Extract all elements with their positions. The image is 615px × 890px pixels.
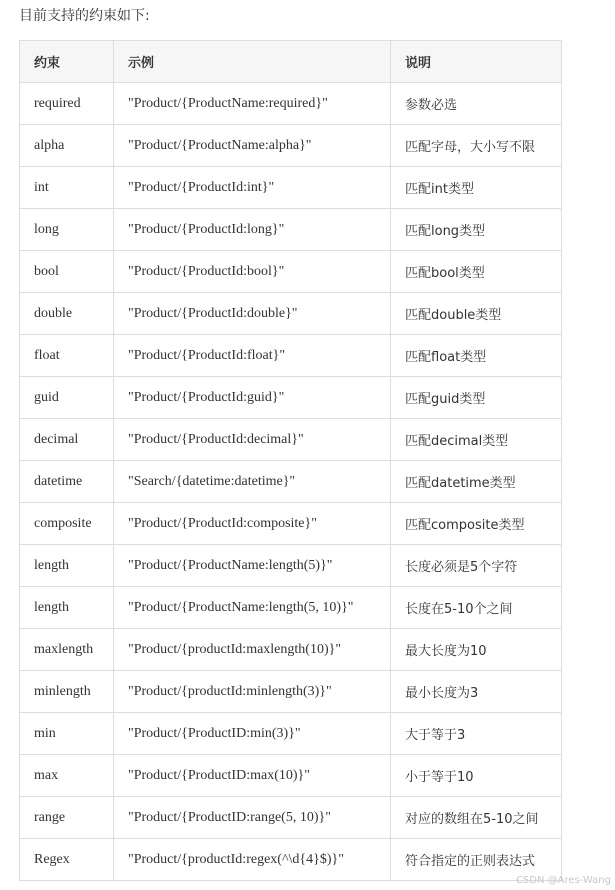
cell-example: "Product/{ProductName:alpha}": [114, 125, 391, 167]
table-row: [20, 125, 562, 167]
cell-description: 长度必须是5个字符: [391, 545, 562, 587]
cell-description: 匹配composite类型: [391, 503, 562, 545]
cell-constraint: Regex: [20, 839, 114, 881]
cell-description: 长度在5-10个之间: [391, 587, 562, 629]
cell-constraint: guid: [20, 377, 114, 419]
cell-example: "Product/{ProductId:decimal}": [114, 419, 391, 461]
cell-description: 最大长度为10: [391, 629, 562, 671]
table-row: [20, 797, 562, 839]
header-constraint: 约束: [20, 41, 114, 83]
cell-example: "Product/{ProductID:min(3)}": [114, 713, 391, 755]
cell-example: "Product/{productId:minlength(3)}": [114, 671, 391, 713]
table-row: [20, 209, 562, 251]
cell-constraint: length: [20, 587, 114, 629]
cell-description: 最小长度为3: [391, 671, 562, 713]
cell-constraint: datetime: [20, 461, 114, 503]
table-row: [20, 83, 562, 125]
table-row: [20, 629, 562, 671]
cell-constraint: maxlength: [20, 629, 114, 671]
table-row: [20, 335, 562, 377]
table-row: [20, 713, 562, 755]
cell-example: "Product/{ProductName:length(5)}": [114, 545, 391, 587]
header-description: 说明: [391, 41, 562, 83]
cell-example: "Product/{ProductName:required}": [114, 83, 391, 125]
cell-example: "Product/{productId:maxlength(10)}": [114, 629, 391, 671]
cell-example: "Product/{ProductName:length(5, 10)}": [114, 587, 391, 629]
cell-example: "Product/{ProductId:float}": [114, 335, 391, 377]
cell-description: 匹配double类型: [391, 293, 562, 335]
table-header-row: [20, 41, 562, 83]
table-row: [20, 545, 562, 587]
cell-example: "Product/{productId:regex(^\d{4}$)}": [114, 839, 391, 881]
cell-description: 匹配bool类型: [391, 251, 562, 293]
cell-constraint: minlength: [20, 671, 114, 713]
table-row: [20, 503, 562, 545]
intro-text: 目前支持的约束如下:: [19, 8, 150, 24]
cell-constraint: range: [20, 797, 114, 839]
cell-constraint: bool: [20, 251, 114, 293]
cell-description: 小于等于10: [391, 755, 562, 797]
csdn-watermark: CSDN @Ares-Wang: [515, 875, 611, 886]
cell-example: "Product/{ProductID:range(5, 10)}": [114, 797, 391, 839]
cell-description: 匹配int类型: [391, 167, 562, 209]
cell-description: 参数必选: [391, 83, 562, 125]
cell-description: 对应的数组在5-10之间: [391, 797, 562, 839]
cell-constraint: alpha: [20, 125, 114, 167]
table-row: [20, 167, 562, 209]
cell-constraint: max: [20, 755, 114, 797]
table-row: [20, 377, 562, 419]
cell-description: 匹配datetime类型: [391, 461, 562, 503]
table-row: [20, 671, 562, 713]
cell-example: "Product/{ProductID:max(10)}": [114, 755, 391, 797]
table-row: [20, 839, 562, 881]
cell-example: "Search/{datetime:datetime}": [114, 461, 391, 503]
cell-constraint: decimal: [20, 419, 114, 461]
cell-constraint: float: [20, 335, 114, 377]
cell-constraint: min: [20, 713, 114, 755]
cell-example: "Product/{ProductId:guid}": [114, 377, 391, 419]
cell-description: 大于等于3: [391, 713, 562, 755]
table-row: [20, 461, 562, 503]
cell-constraint: double: [20, 293, 114, 335]
cell-constraint: int: [20, 167, 114, 209]
table-row: [20, 251, 562, 293]
cell-constraint: long: [20, 209, 114, 251]
table-row: [20, 293, 562, 335]
cell-constraint: required: [20, 83, 114, 125]
table-row: [20, 419, 562, 461]
table-row: [20, 587, 562, 629]
constraints-table: [19, 40, 562, 881]
cell-example: "Product/{ProductId:long}": [114, 209, 391, 251]
cell-example: "Product/{ProductId:composite}": [114, 503, 391, 545]
table-row: [20, 755, 562, 797]
header-example: 示例: [114, 41, 391, 83]
cell-example: "Product/{ProductId:int}": [114, 167, 391, 209]
cell-constraint: composite: [20, 503, 114, 545]
cell-example: "Product/{ProductId:bool}": [114, 251, 391, 293]
cell-description: 匹配long类型: [391, 209, 562, 251]
cell-description: 匹配guid类型: [391, 377, 562, 419]
cell-description: 匹配字母，大小写不限: [391, 125, 562, 167]
cell-constraint: length: [20, 545, 114, 587]
cell-description: 符合指定的正则表达式: [391, 839, 562, 881]
cell-description: 匹配float类型: [391, 335, 562, 377]
cell-example: "Product/{ProductId:double}": [114, 293, 391, 335]
cell-description: 匹配decimal类型: [391, 419, 562, 461]
